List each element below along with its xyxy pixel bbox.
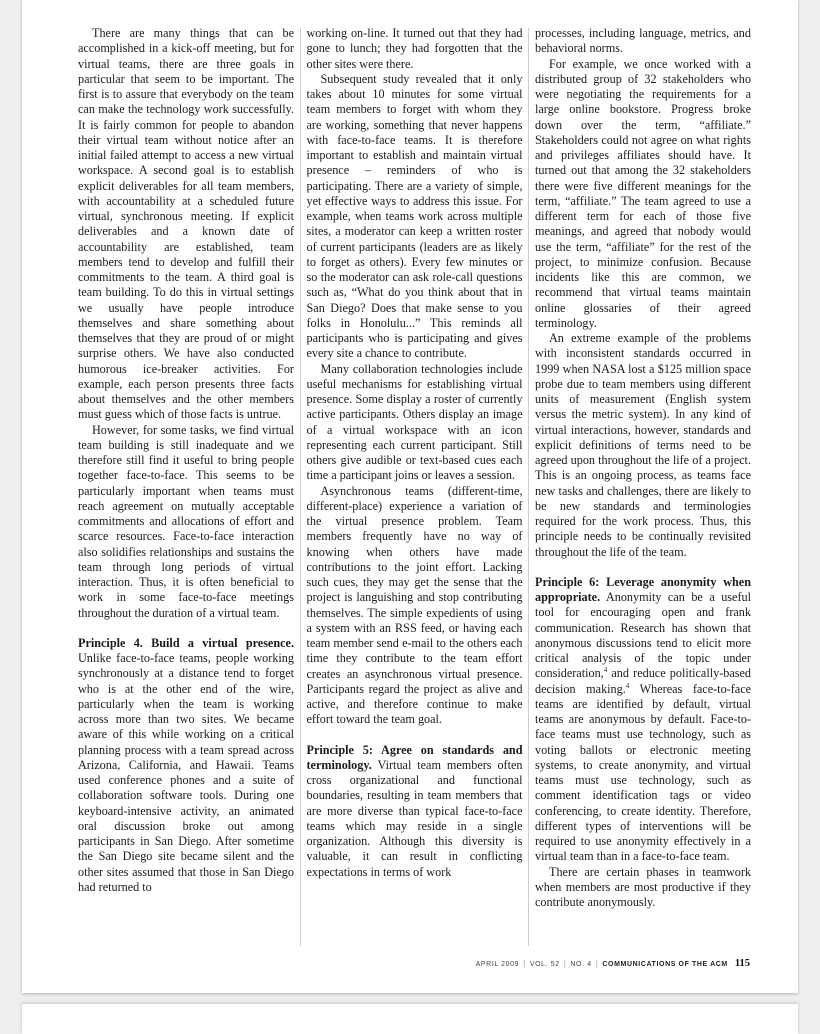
col2-paragraph-3: Many collaboration technologies include useful mechanisms for establishing virtual presence. Some display a roster of currently active participants. Others display an image of a virtual workspace with an icon representing each current participant. Still others give audible or text-based cues each time a participant joins or leaves a session. — [306, 361, 523, 483]
footer-date: APRIL 2009 — [475, 961, 520, 968]
principle-6-text-a: Anonymity can be a useful tool for encouraging open and frank communication. Research has shown that anonymous discussions tend to elicit more critical analysis of the topic under consideration, — [535, 590, 751, 681]
column-divider-2 — [528, 28, 529, 946]
footer-magazine: COMMUNICATIONS OF THE ACM — [602, 961, 728, 968]
col2-paragraph-2: Subsequent study revealed that it only takes about 10 minutes for some virtual team members to forget with whom they are working, something that never happens with face-to-face teams. It is therefore important to establish and maintain virtual presence – reminders of who is participating. There are a variety of simple, yet effective ways to address this issue. For example, when teams work across multiple sites, a moderator can keep a written roster of current participants (leaders are as likely to forget as others). Every few minutes or so the moderator can ask role-call questions such as, “What do you think about that in San Diego? Does that make sense to you folks in Honolulu...” This reminds all participants who is participating and gives every site a chance to contribute. — [306, 71, 523, 361]
citation-ref-1: 4 — [603, 666, 608, 675]
page-footer — [476, 958, 750, 969]
principle-4-text: Unlike face-to-face teams, people working synchronously at a distance tend to forget who is at the other end of the wire, particularly when the team is working across more than two sites. We became aware of this while working on a critical planning process with a team spread across Arizona, California, and Hawaii. Teams used conference phones and a suite of collaboration software tools. During one keyboard-intensive activity, an animated oral discussion broke out among participants in San Diego. After sometime the San Diego site became silent and the other sites assumed that those in San Diego had returned to — [78, 651, 294, 894]
principle-4-heading: Principle 4. Build a virtual presence. — [78, 635, 294, 650]
principle-4-paragraph — [78, 636, 294, 895]
principle-6-text-c: Whereas face-to-face teams are identified by default, virtual teams are anonymous by default. Face-to-face teams must use technology, such as voting ballots or electronic meeting systems, to create anonymity, and virtual teams must use technology, such as comment identification tags or video conferencing, to create identity. Therefore, different types of interventions will be required to use anonymity effectively in a virtual team than in a face-to-face team. — [535, 681, 751, 864]
principle-5-paragraph — [307, 743, 523, 880]
footer-volume: VOL. 52 — [529, 961, 560, 968]
column-3 — [535, 26, 751, 946]
col3-paragraph-5: There are certain phases in teamwork when members are most productive if they contribute anonymously. — [535, 864, 751, 909]
principle-6-text-b: and reduce politically-based decision making. — [535, 666, 751, 696]
col2-paragraph-1: working on-line. It turned out that they had gone to lunch; they had forgotten that the other sites were there. — [306, 26, 523, 71]
page-number: 115 — [734, 958, 750, 969]
column-2 — [307, 26, 523, 946]
col1-paragraph-2: However, for some tasks, we find virtual team building is still inadequate and we therefore still find it useful to bring people together face-to-face. This seems to be particularly important when teams must reach agreement on mutually acceptable commitments and allocations of effort and scarce resources. Face-to-face interaction also solidifies relationships and sustains the team through long periods of virtual interaction. Thus, it is often beneficial to work in some face-to-face meetings throughout the duration of a virtual team. — [78, 422, 294, 620]
col1-paragraph-1: There are many things that can be accomplished in a kick-off meeting, but for virtual teams, there are three goals in particular that seem to be important. The first is to assure that everybody on the team can make the technology work successfully. It is fairly common for people to abandon their virtual team without notice after an initial failed attempt to access a new virtual workspace. A second goal is to establish explicit deliverables for all team members, with accountability at a scheduled future virtual, synchronous meeting. If explicit deliverables and a known date of accountability are established, team members tend to develop and fulfill their commitments to the team. A third goal is team building. To do this in virtual settings we usually have people introduce themselves and share something about themselves that they are proud of or might surprise others. We have also conducted humorous ice-breaker activities. For example, each person presents three facts about themselves and the other members must guess which of those facts is untrue. — [78, 26, 294, 422]
next-page-sheet — [22, 1004, 798, 1034]
col3-paragraph-3: An extreme example of the problems with inconsistent standards occurred in 1999 when NASA lost a $125 million space probe due to team members using different units of measurement (English system versus the metric system). In any kind of virtual interactions, however, standards and explicit definitions of terms need to be agreed upon throughout the life of a project. This is an ongoing process, as teams face new tasks and challenges, there are likely to be new standards and terminologies required for the work process. Thus, this principle needs to be continually revisited throughout the life of the team. — [535, 331, 751, 559]
principle-5-heading: Principle 5: Agree on standards and terminology. — [306, 742, 523, 772]
principle-6-heading: Principle 6: Leverage anonymity when appropriate. — [535, 574, 751, 604]
principle-6-paragraph — [535, 575, 751, 865]
footer-separator: | — [563, 959, 567, 968]
footer-separator: | — [595, 959, 599, 968]
article-body — [78, 26, 751, 946]
col2-paragraph-4: Asynchronous teams (different-time, different-place) experience a variation of the virtual presence problem. Team members frequently have no way of knowing when others have made contributions to the joint effort. Lacking such cues, they may get the sense that the project is languishing and stop contributing themselves. The simple expedients of using a system with an RSS feed, or having each team member send e-mail to the others each time they contribute to the team effort creates an asynchronous virtual presence. Participants regard the project as alive and active, and therefore continue to make effort toward the team goal. — [306, 483, 523, 727]
citation-ref-2: 4 — [625, 681, 630, 690]
col3-paragraph-2: For example, we once worked with a distributed group of 32 stakeholders who were negotiating the requirements for a large online bookstore. Progress broke down over the term, “affiliate.” Stakeholders could not agree on what rights and privileges affiliates should have. It turned out that among the 32 stakeholders there were five different meanings for the term, “affiliate.” The team agreed to use a different term for each of those five meanings, and agreed that nobody would use the term, “affiliate” for the rest of the project, to minimize confusion. Because incidents like this are common, we recommend that virtual teams maintain online glossaries of their agreed terminology. — [535, 56, 751, 330]
column-1 — [78, 26, 294, 946]
footer-separator: | — [523, 959, 526, 968]
footer-issue: NO. 4 — [570, 961, 592, 968]
principle-5-text: Virtual team members often cross organizational and functional boundaries, resulting in team members that are more diverse than typical face-to-face teams which may reside in a single organization. Although this diversity is valuable, it can result in conflicting expectations in terms of work — [306, 757, 523, 879]
column-divider-1 — [300, 28, 301, 946]
col3-paragraph-1: processes, including language, metrics, and behavioral norms. — [535, 26, 751, 56]
